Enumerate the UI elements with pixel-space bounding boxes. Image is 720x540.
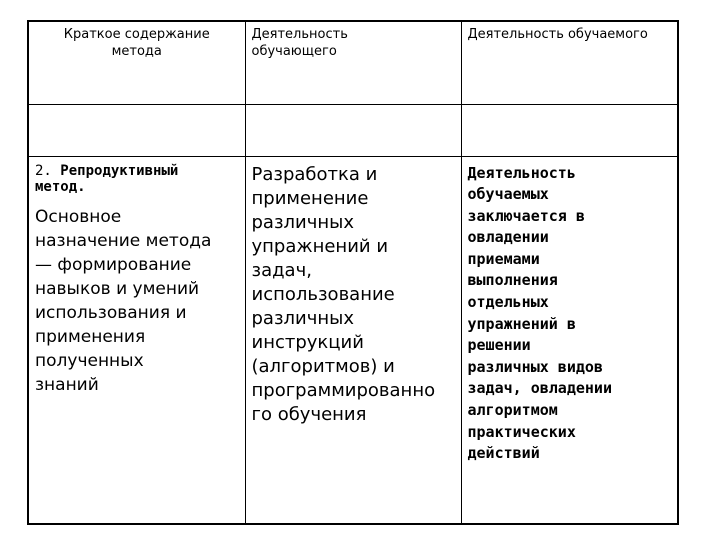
teacher-activity-line: Разработка и bbox=[251, 163, 378, 185]
learner-activity-line: Деятельность bbox=[467, 163, 576, 182]
empty-row bbox=[28, 104, 678, 156]
teacher-activity-line: инструкций bbox=[251, 331, 364, 353]
header-teacher-activity-line2: обучающего bbox=[251, 44, 337, 59]
teacher-activity-line: упражнений и bbox=[251, 235, 389, 257]
learner-activity-line: овладении bbox=[467, 228, 549, 247]
header-row bbox=[28, 21, 678, 104]
learner-activity-cell bbox=[461, 156, 678, 524]
method-purpose-line: — формирование bbox=[35, 254, 192, 275]
learner-activity-text bbox=[462, 157, 678, 465]
method-purpose-line: навыков и умений bbox=[35, 278, 200, 299]
method-purpose-line: Основное bbox=[35, 206, 122, 227]
learner-activity-line: отдельных bbox=[467, 293, 549, 312]
method-purpose bbox=[35, 205, 243, 397]
learner-activity-line: практических bbox=[467, 422, 576, 441]
teacher-activity-line: различных bbox=[251, 211, 354, 233]
teacher-activity-line: задач, bbox=[251, 259, 312, 281]
content-row bbox=[28, 156, 678, 524]
learner-activity-line: заключается в bbox=[467, 206, 585, 225]
method-purpose-line: назначение метода bbox=[35, 230, 212, 251]
learner-activity-line: упражнений в bbox=[467, 314, 576, 333]
learner-activity-line: алгоритмом bbox=[467, 401, 558, 420]
method-summary-cell bbox=[28, 156, 245, 524]
empty-cell bbox=[28, 104, 245, 156]
empty-cell bbox=[461, 104, 678, 156]
teacher-activity-line: го обучения bbox=[251, 403, 367, 425]
method-name-line2: метод. bbox=[35, 178, 86, 195]
method-purpose-line: полученных bbox=[35, 350, 144, 371]
teacher-activity-cell bbox=[245, 156, 461, 524]
header-cell-method-summary bbox=[28, 21, 245, 104]
empty-cell bbox=[245, 104, 461, 156]
method-name-line1: Репродуктивный bbox=[60, 162, 179, 179]
header-cell-learner-activity bbox=[461, 21, 678, 104]
learner-activity-line: обучаемых bbox=[467, 185, 549, 204]
learner-activity-line: различных видов bbox=[467, 357, 603, 376]
method-purpose-line: знаний bbox=[35, 374, 99, 395]
teacher-activity-line: (алгоритмов) и bbox=[251, 355, 395, 377]
header-method-summary-line2: метода bbox=[111, 44, 162, 59]
teacher-activity-line: различных bbox=[251, 307, 354, 329]
header-method-summary-line1: Краткое содержание bbox=[63, 27, 210, 42]
teacher-activity-line: использование bbox=[251, 283, 395, 305]
header-teacher-activity-line1: Деятельность bbox=[251, 27, 348, 42]
learner-activity-line: решении bbox=[467, 336, 531, 355]
learner-activity-line: действий bbox=[467, 444, 540, 463]
methods-table bbox=[27, 20, 679, 525]
method-purpose-line: применения bbox=[35, 326, 146, 347]
learner-activity-line: приемами bbox=[467, 249, 540, 268]
teacher-activity-line: программированно bbox=[251, 379, 436, 401]
header-cell-teacher-activity bbox=[245, 21, 461, 104]
learner-activity-line: выполнения bbox=[467, 271, 558, 290]
learner-activity-line: задач, овладении bbox=[467, 379, 612, 398]
method-number: 2. bbox=[35, 162, 52, 179]
teacher-activity-text bbox=[246, 157, 461, 427]
teacher-activity-line: применение bbox=[251, 187, 369, 209]
header-learner-activity: Деятельность обучаемого bbox=[467, 27, 648, 42]
method-purpose-line: использования и bbox=[35, 302, 187, 323]
